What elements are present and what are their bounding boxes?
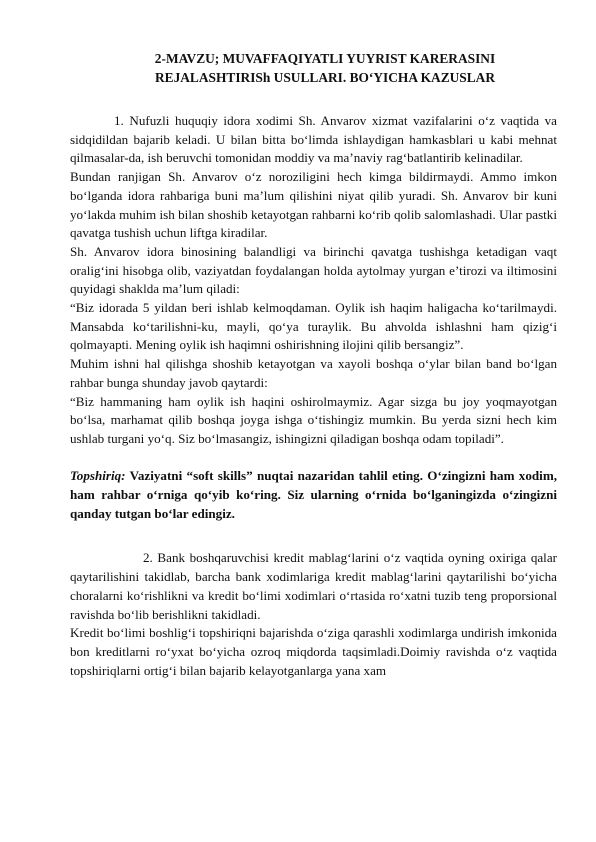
task-text: Vaziyatni “soft skills” nuqtai nazaridan tahlil eting. O‘zingizni ham xodim, ham rahbar o‘rniga qo‘yib ko‘ring. Siz ularning o‘rnida bo‘lganingizda o‘zingizni qanday tutgan bo‘lar edingiz.	[70, 468, 557, 521]
spacer	[70, 449, 557, 468]
case-1-task	[70, 467, 557, 523]
title-line-1: 2-MAVZU; MUVAFFAQIYATLI YUYRIST KARERASINI	[154, 51, 496, 66]
document-body	[70, 112, 557, 680]
case-1-intro: 1. Nufuzli huquqiy idora xodimi Sh. Anvarov xizmat vazifalarini o‘z vaqtida va sidqidildan bajarib keladi. U bilan bitta bo‘limda ishlaydigan hamkasblari u kabi mehnat qilmasalar-da, ish beruvchi tomonidan moddiy va ma’naviy rag‘batlantirib kelinadilar.	[70, 113, 557, 166]
case-2-paragraph-2: Kredit bo‘limi boshlig‘i topshiriqni bajarishda o‘ziga qarashli xodimlarga undirish imkonida bon kreditlarni ro‘yxat bo‘yicha ozroq miqdorda taqsimladi.Doimiy ravishda o‘z vaqtida topshiriqlarni ortig‘i bilan bajarib kelayotganlarga yana xam	[70, 625, 557, 678]
case-1-paragraph-2: Bundan ranjigan Sh. Anvarov o‘z noroziligini hech kimga bildirmaydi. Ammo imkon bo‘lganda idora rahbariga buni ma’lum qilishini niyat qilib yuradi. Sh. Anvarov bir kuni yo‘lakda muhim ish bilan shoshib ketayotgan rahbarni ko‘rib qolib salomlashadi. Ular pastki qavatga tushish uchun liftga kiradilar.	[70, 169, 557, 241]
document-title	[70, 50, 580, 87]
case-1-paragraph-3: Sh. Anvarov idora binosining balandligi va birinchi qavatga tushishga ketadigan vaqt oralig‘ini hisobga olib, vaziyatdan foydalangan holda aytolmay yurgan e’tirozi va iltimosini quyidagi shaklda ma’lum qiladi:	[70, 243, 557, 297]
case-2-intro: 2. Bank boshqaruvchisi kredit mablag‘larini o‘z vaqtida oyning oxiriga qalar qaytarilishini takidlab, barcha bank xodimlariga kredit mablag‘larini qaytarilishi bo‘yicha choralarni ko‘rishlikni va kredit bo‘limi xodimlari o‘rtasida ro‘xatni tuzib teng proporsional ravishda bo‘lib berishlikni takidladi.	[70, 550, 557, 622]
case-1-quote-employee: “Biz idorada 5 yildan beri ishlab kelmoqdaman. Oylik ish haqim haligacha ko‘tarilmaydi. Mansabda ko‘tarilishni-ku, mayli, qo‘ya turaylik. Bu ahvolda ishlashni ham qizig‘i qolmayapti. Mening oylik ish haqimni oshirishning ilojini qilib bersangiz”.	[70, 300, 557, 353]
case-1-paragraph-5: Muhim ishni hal qilishga shoshib ketayotgan va xayoli boshqa o‘ylar bilan band bo‘lgan rahbar bunga shunday javob qaytardi:	[70, 356, 557, 390]
spacer	[70, 523, 557, 549]
title-line-2: REJALASHTIRISh USULLARI. BO‘YICHA KAZUSLAR	[154, 69, 496, 85]
task-label: Topshiriq:	[70, 468, 126, 484]
case-1-quote-manager: “Biz hammaning ham oylik ish haqini oshirolmaymiz. Agar sizga bu joy yoqmayotgan bo‘lsa, marhamat qilib boshqa joyga ishga o‘tishingiz mumkin. Bu yerda sizni hech kim ushlab turgani yo‘q. Siz bo‘lmasangiz, ishingizni qiladigan boshqa odam topiladi”.	[70, 393, 557, 446]
